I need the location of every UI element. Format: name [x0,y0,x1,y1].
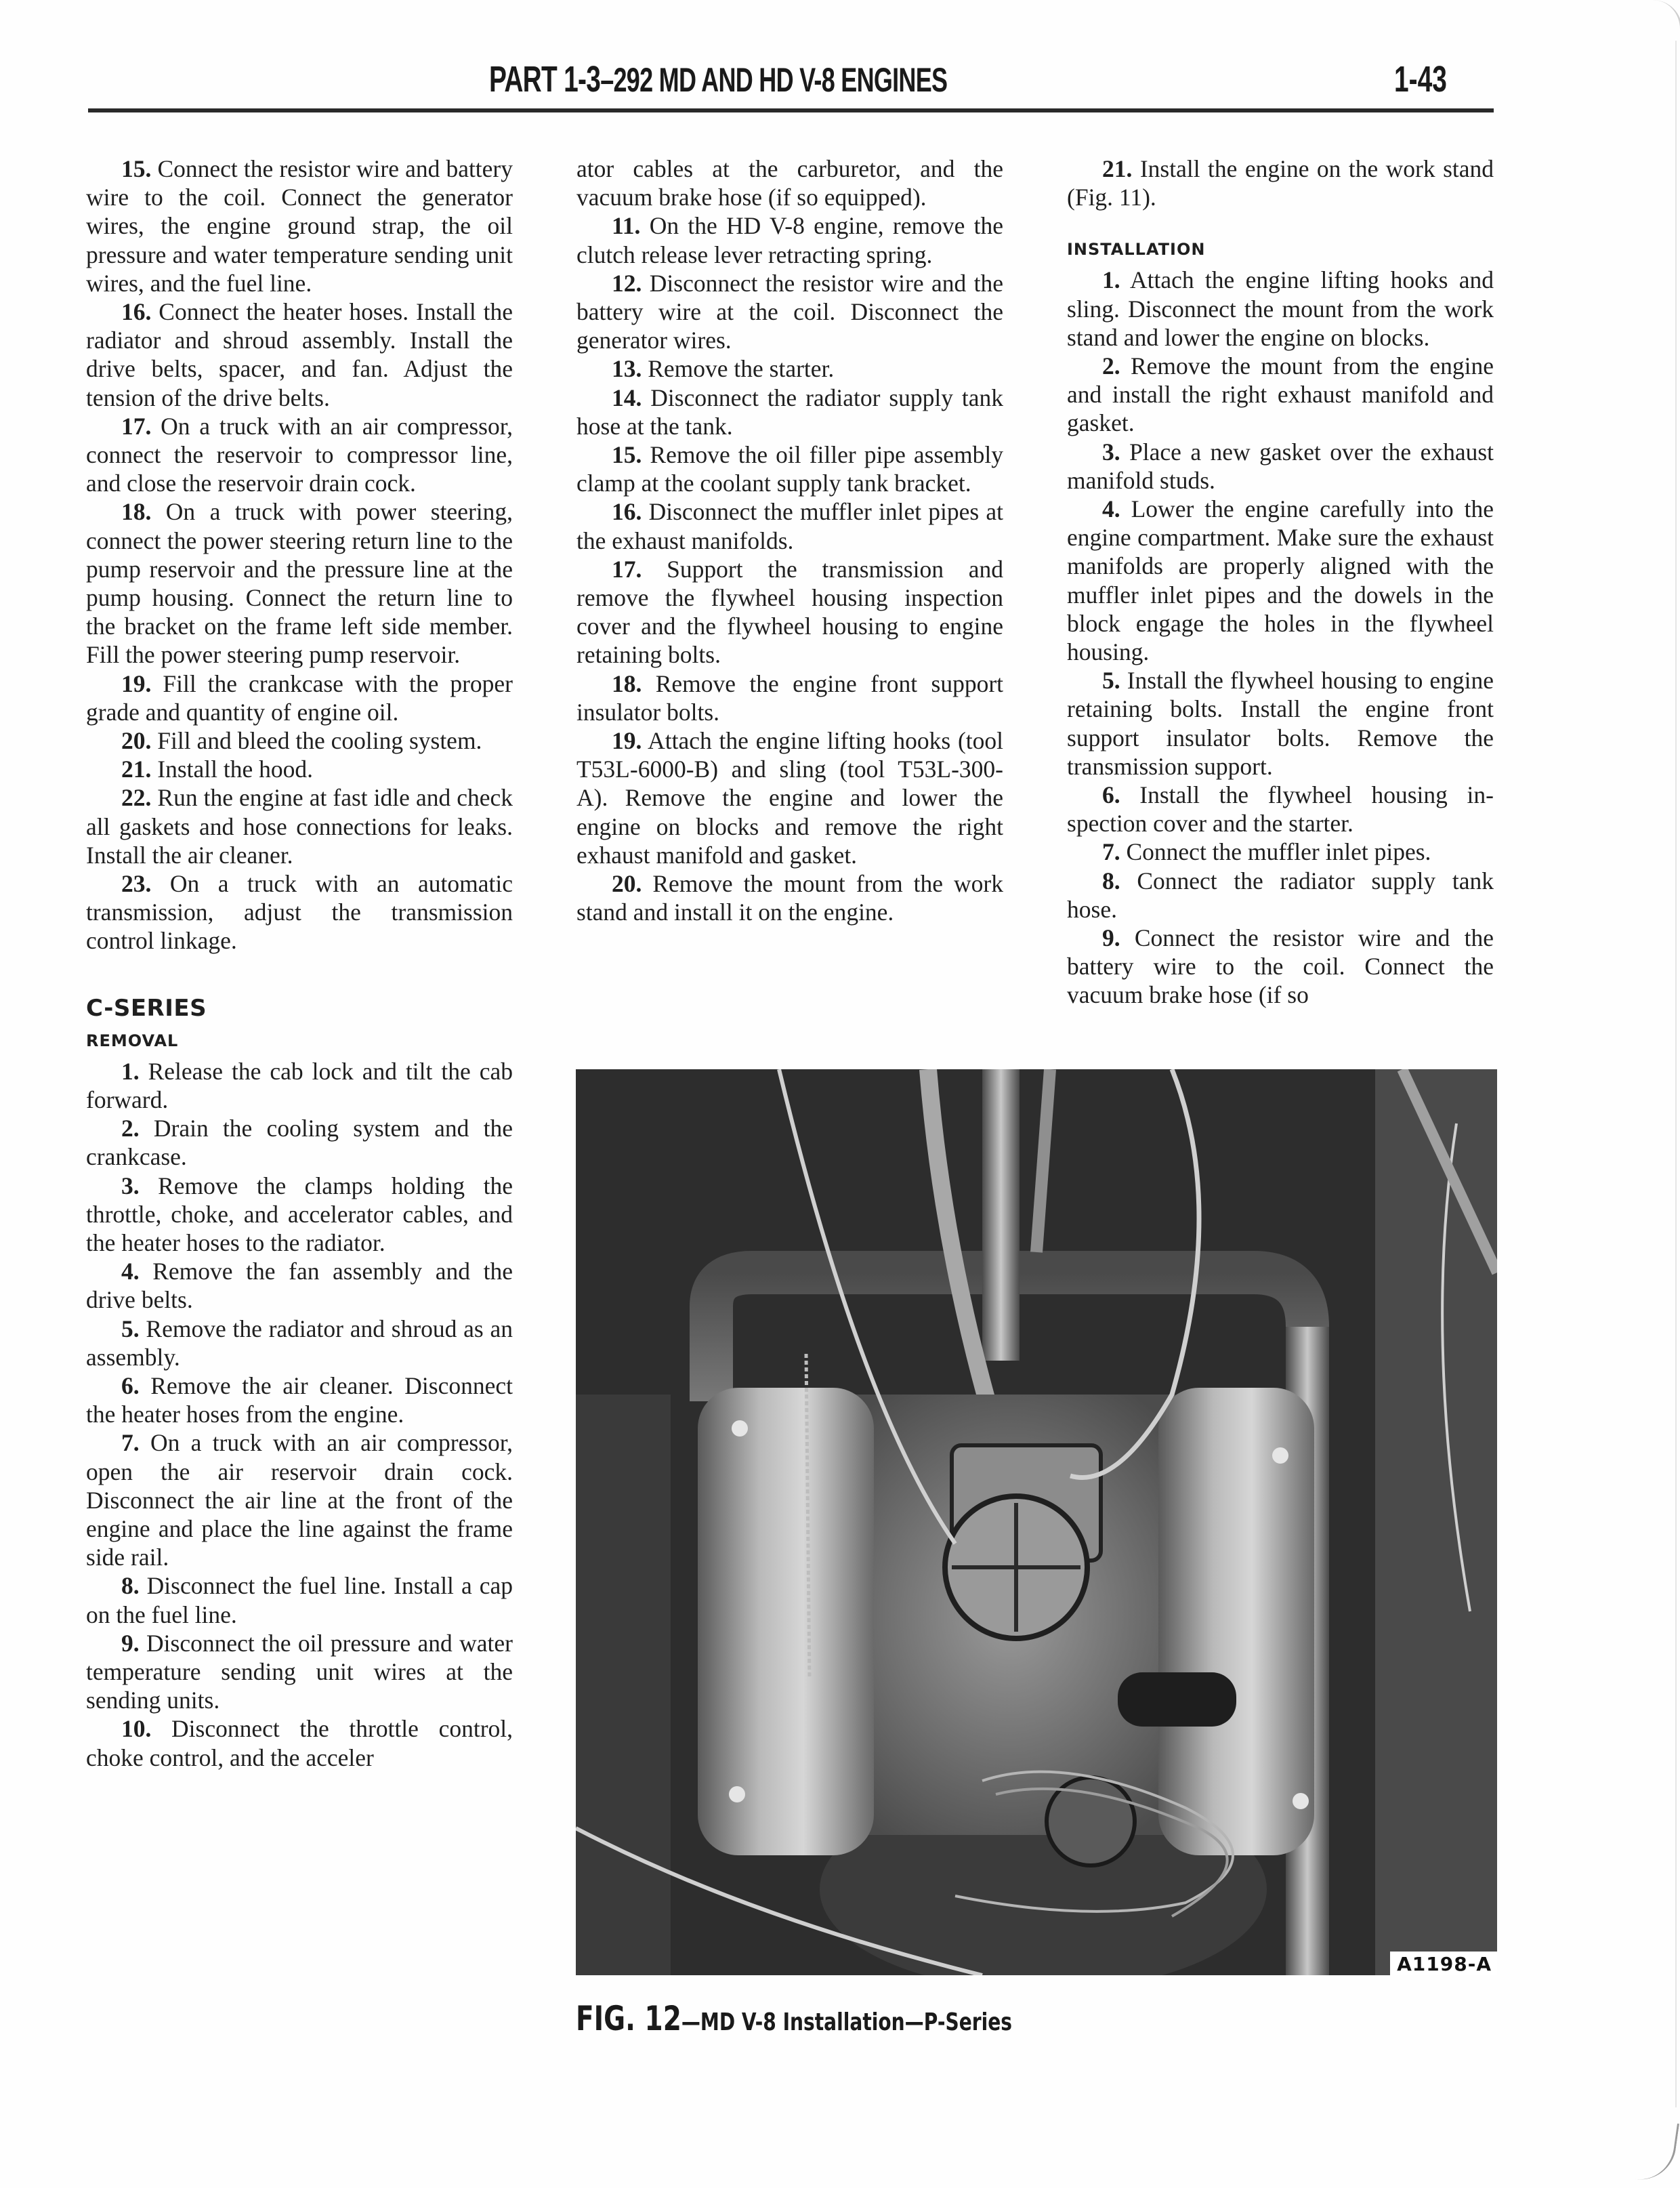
chapter-title: –292 MD AND HD V-8 ENGINES [600,61,948,99]
figure-number: FIG. 12 [576,1999,681,2038]
step-text: Disconnect the oil pressure and water temperature sending unit wires at the sending units. [86,1629,513,1714]
page-edge-right [1675,41,1677,2107]
procedure-step [576,211,1003,268]
step-number: 21. [121,756,152,783]
step-text: Disconnect the throttle control, choke control, and the acceler [86,1715,513,1771]
step-text: On a truck with an air compressor, connect the reservoir to compressor line, and close the reservoir drain cock. [86,412,513,497]
section-heading-c-series: C-SERIES [86,994,207,1022]
continued-paragraph: ator cables at the carburetor, and the vacuum brake hose (if so equipped). [576,155,1003,211]
step-text: Disconnect the fuel line. Install a cap on the fuel line. [86,1572,513,1628]
procedure-step [86,1257,513,1314]
step-number: 8. [121,1572,140,1600]
step-number: 17. [121,412,152,440]
step-text: Remove the radiator and shroud as an assembly. [86,1315,513,1371]
step-text: Attach the engine lifting hooks (tool T53L-6000-B) and sling (tool T53L-300-A). Remove the engine and lower the engine on blocks and remove the right exhaust manifold and gasket. [576,727,1003,869]
page-number: 1-43 [1394,59,1447,100]
step-text: Place a new gasket over the exhaust manifold studs. [1067,438,1494,494]
step-number: 7. [121,1429,140,1457]
step-number: 9. [121,1629,140,1657]
step-text: Remove the air cleaner. Disconnect the heater hoses from the engine. [86,1371,513,1428]
step-number: 12. [612,269,642,297]
subsection-heading-removal: REMOVAL [86,1031,179,1050]
step-text: Install the flywheel housing to engine retaining bolts. Install the engine front support insulator bolts. Remove the transmission support. [1067,667,1494,780]
procedure-step [1067,438,1494,495]
step-text: Connect the resistor wire and battery wire to the coil. Connect the generator wires, the engine ground strap, the oil pressure and water temperature sending unit wires, and the fuel line. [86,155,513,297]
step-number: 6. [121,1371,140,1399]
step-number: 22. [121,784,152,812]
step-number: 3. [1102,438,1120,466]
procedure-step [86,1371,513,1428]
step-text: Lower the engine carefully into the engine compartment. Make sure the exhaust manifolds are properly aligned with the muffler inlet pipes and the dowels in the block engage the holes in the flywheel housing. [1067,495,1494,666]
step-number: 16. [121,298,152,326]
step-text: Remove the starter. [648,355,835,383]
figure-caption [576,1999,1012,2038]
step-text: Remove the clamps holding the throttle, choke, and accelerator cables, and the heater hoses to the radiator. [86,1172,513,1256]
procedure-step [576,669,1003,726]
part-number: PART 1-3 [489,59,601,100]
engine-photo-illustration [576,1069,1497,1975]
step-number: 15. [612,441,642,469]
step-number: 2. [121,1115,140,1142]
step-number: 6. [1102,781,1120,809]
procedure-step [576,869,1003,926]
procedure-step [86,1428,513,1571]
step-number: 4. [1102,495,1120,523]
procedure-step [86,497,513,669]
engine-photo [576,1069,1497,1975]
procedure-step [576,440,1003,497]
step-number: 9. [1102,924,1120,952]
step-text: Remove the engine front support insulator bolts. [576,669,1004,726]
procedure-step [86,412,513,498]
step-text: Install the flywheel housing inspection cover and the starter. [1067,781,1494,838]
step-text: Fill and bleed the cooling system. [157,727,482,755]
step-text: Attach the engine lifting hooks and sling. Disconnect the mount from the work stand and lower the engine on blocks. [1067,266,1494,351]
step-text: Release the cab lock and tilt the cab forward. [86,1057,513,1113]
step-number: 8. [1102,867,1120,894]
step-number: 5. [1102,667,1120,695]
step-text: On a truck with an air compressor, open the air reservoir drain cock. Disconnect the air line at the front of the engine and place the line against the frame side rail. [86,1429,513,1571]
procedure-step [576,354,1003,383]
procedure-step [86,297,513,412]
removal-steps-list [86,1057,513,1772]
header-rule [88,108,1494,112]
figure-image-id: A1198-A [1390,1952,1497,1975]
procedure-step [86,1315,513,1371]
step-number: 11. [612,212,641,240]
procedure-step [1067,666,1494,781]
step-number: 14. [612,384,642,411]
step-text: Remove the fan assembly and the drive belts. [86,1258,513,1314]
step-text: On the HD V-8 engine, remove the clutch release lever retracting spring. [576,212,1003,268]
step-number: 18. [612,669,642,697]
step-text: Connect the heater hoses. Install the radiator and shroud assembly. Install the drive belts, spacer, and fan. Adjust the tension of the drive belts. [86,298,513,411]
procedure-step [576,384,1003,440]
step-number: 3. [121,1172,140,1199]
middle-steps-list [576,211,1003,926]
step-number: 1. [1102,266,1120,294]
procedure-step [1067,266,1494,352]
procedure-step [1067,495,1494,666]
procedure-step [86,783,513,869]
step-number: 2. [1102,352,1120,380]
step-number: 5. [121,1315,140,1342]
page-curl-bottom [1635,2119,1679,2185]
procedure-step [86,1714,513,1771]
procedure-step [86,726,513,755]
step-number: 10. [121,1715,152,1743]
step-number: 20. [121,727,152,755]
procedure-step [1067,924,1494,1010]
procedure-step [1067,154,1494,211]
procedure-step [86,1114,513,1171]
step-text: Connect the muffler inlet pipes. [1126,838,1431,866]
subsection-heading-installation: INSTALLATION [1067,240,1206,260]
step-text: Install the hood. [157,756,313,783]
procedure-step [1067,781,1494,838]
step-text: Fill the crankcase with the proper grade and quantity of engine oil. [86,669,513,726]
continued-steps-list [86,154,513,955]
step-text: Remove the mount from the engine and install the right exhaust manifold and gasket. [1067,352,1494,437]
step-text: Install the engine on the work stand (Fig. 11). [1067,155,1494,211]
procedure-step [86,669,513,726]
step-number: 16. [612,498,642,526]
procedure-step [1067,867,1494,924]
removal-final-steps-list [1067,154,1494,211]
step-number: 23. [121,870,152,898]
step-number: 13. [612,355,642,383]
step-number: 21. [1102,155,1133,182]
step-text: On a truck with power steering, connect the power steering return line to the pump reservoir and the pressure line at the pump housing. Connect the return line to the bracket on the frame left side member. Fill the power steering pump reservoir. [86,498,513,669]
running-header [489,58,947,100]
procedure-step [86,1571,513,1628]
step-number: 19. [121,669,152,697]
procedure-step [576,555,1003,669]
procedure-step [86,1057,513,1114]
step-number: 20. [612,870,642,898]
middle-column [576,154,1003,926]
step-text: Remove the mount from the work stand and install it on the engine. [576,870,1003,926]
step-text: Disconnect the muffler inlet pipes at the exhaust manifolds. [576,498,1003,554]
procedure-step [576,497,1003,554]
procedure-step [86,1629,513,1715]
procedure-step [576,726,1003,869]
step-text: Remove the oil filler pipe assembly clamp at the coolant supply tank bracket. [576,441,1003,497]
step-number: 7. [1102,838,1120,866]
step-number: 17. [612,555,642,583]
right-column [1067,154,1494,1010]
step-text: On a truck with an automatic transmission, adjust the transmission control linkage. [86,870,513,955]
step-text: Connect the radiator supply tank hose. [1067,867,1494,923]
step-number: 1. [121,1057,140,1085]
step-text: Run the engine at fast idle and check all gaskets and hose connections for leaks. Install the air cleaner. [86,784,513,869]
procedure-step [86,154,513,297]
installation-steps-list [1067,266,1494,1009]
procedure-step [1067,352,1494,438]
procedure-step [576,269,1003,355]
procedure-step [86,1172,513,1258]
step-text: Disconnect the radiator supply tank hose at the tank. [576,384,1003,440]
step-number: 15. [121,155,152,182]
procedure-step [1067,838,1494,866]
procedure-step [86,869,513,955]
step-number: 18. [121,498,152,526]
step-number: 19. [612,727,642,755]
step-number: 4. [121,1258,140,1285]
step-text: Connect the resistor wire and the battery wire to the coil. Connect the vacuum brake hose (if so [1067,924,1494,1009]
step-text: Drain the cooling system and the crankcase. [86,1115,513,1171]
step-text: Support the transmission and remove the flywheel housing inspection cover and the flywheel housing to engine retaining bolts. [576,555,1004,669]
step-text: Disconnect the resistor wire and the battery wire at the coil. Disconnect the generator wires. [576,269,1003,354]
left-column [86,154,513,1772]
procedure-step [86,755,513,783]
figure-title: —MD V-8 Installation—P-Series [681,2008,1012,2036]
